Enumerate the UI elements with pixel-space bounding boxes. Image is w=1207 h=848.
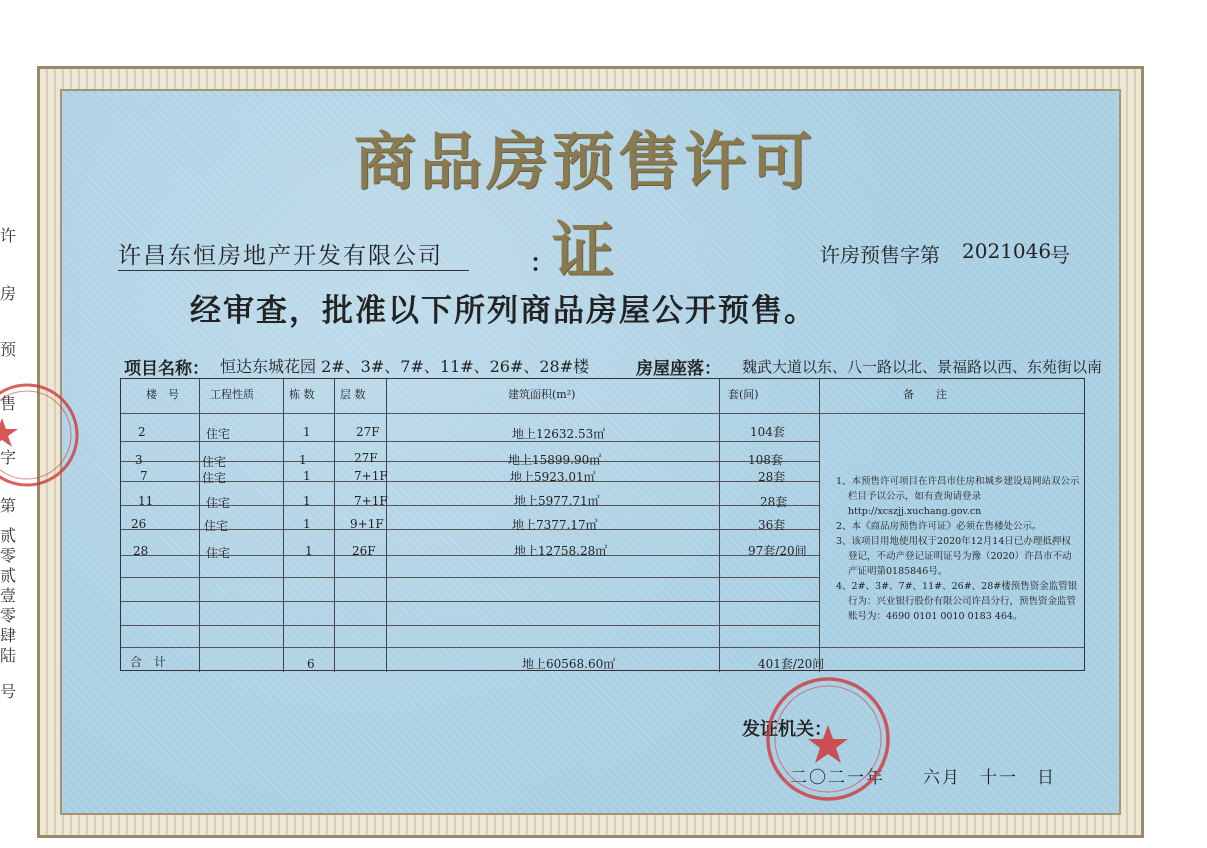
side-char: 许 [0, 226, 17, 245]
cell-building: 11 [138, 494, 154, 508]
table-divider [121, 577, 819, 578]
cell-building: 3 [135, 453, 143, 467]
cell-units: 28套 [758, 470, 786, 484]
side-char: 售 [0, 394, 17, 413]
certificate-title: 商品房预售许可证 [353, 125, 816, 287]
cell-nature: 住宅 [206, 546, 231, 560]
side-char: 零 [0, 606, 17, 625]
remark-item: 4、2#、3#、7#、11#、26#、28#楼预售资金监管银行为：兴业银行股份有限公司许昌分行，预售资金监管账号为：4690 0101 0010 0183 464。 [836, 581, 1078, 622]
header-nature: 工程性质 [210, 388, 254, 401]
issuer-label: 发证机关： [742, 719, 832, 740]
cell-count: 1 [303, 494, 311, 508]
approval-statement: 经审查，批准以下所列商品房屋公开预售。 [190, 293, 817, 329]
cell-building: 7 [140, 469, 148, 483]
remarks [836, 474, 1080, 624]
permit-suffix: 号 [1050, 243, 1070, 267]
cell-area: 地上5977.71㎡ [514, 494, 600, 508]
header-count: 栋 数 [289, 388, 315, 401]
cell-area: 地上12758.28㎡ [514, 544, 608, 558]
total-label: 合 计 [130, 655, 167, 669]
company-colon: ： [530, 248, 554, 277]
side-char: 肆 [0, 626, 17, 645]
side-char: 号 [0, 682, 17, 701]
cell-count: 1 [303, 425, 311, 439]
cell-floors: 9+1F [350, 517, 384, 531]
side-char: 零 [0, 546, 17, 565]
side-char: 第 [0, 496, 17, 515]
table-divider [121, 413, 1084, 414]
cell-area: 地上15899.90㎡ [508, 453, 602, 467]
cell-units: 108套 [748, 453, 783, 467]
permit-label: 许房预售字第 [820, 243, 940, 267]
table-divider [386, 379, 387, 672]
cell-count: 1 [305, 544, 313, 558]
cell-floors: 7+1F [354, 494, 388, 508]
total-units: 401套/20间 [758, 657, 825, 671]
cell-units: 97套/20间 [748, 544, 807, 558]
total-area: 地上60568.60㎡ [522, 657, 616, 671]
cell-area: 地上12632.53㎡ [512, 427, 606, 441]
table-divider [334, 379, 335, 672]
side-char: 字 [0, 448, 17, 467]
side-char: 陆 [0, 646, 17, 665]
cell-floors: 26F [352, 544, 376, 558]
header-floors: 层 数 [340, 388, 366, 401]
side-char: 房 [0, 284, 17, 303]
cell-area: 地上5923.01㎡ [510, 470, 596, 484]
cell-nature: 住宅 [202, 471, 227, 485]
red-official-seal-left [0, 380, 82, 490]
project-name: 恒达东城花园 2#、3#、7#、11#、26#、28#楼 [220, 357, 590, 376]
remark-item: 1、本预售许可项目在许昌市住房和城乡建设局网站双公示栏目予以公示，如有查询请登录http://xcszjj.xuchang.gov.cn [836, 476, 1080, 517]
remark-item: 3、该项目用地使用权于2020年12月14日已办理抵押权登记，不动产登记证明证号为豫（2020）许昌市不动产证明第0185846号。 [836, 536, 1072, 577]
side-char: 贰 [0, 566, 17, 585]
remark-item: 2、本《商品房预售许可证》必须在售楼处公示。 [836, 521, 1042, 532]
company-name: 许昌东恒房地产开发有限公司 [118, 237, 469, 271]
table-divider [121, 601, 819, 602]
cell-nature: 住宅 [206, 496, 231, 510]
cell-building: 28 [133, 544, 149, 558]
cell-nature: 住宅 [206, 427, 231, 441]
total-count: 6 [307, 657, 315, 671]
cell-area: 地上7377.17㎡ [512, 518, 598, 532]
cell-nature: 住宅 [204, 519, 229, 533]
cell-count: 1 [303, 469, 311, 483]
table-divider [719, 379, 720, 672]
cell-floors: 27F [356, 425, 380, 439]
project-label: 项目名称： [124, 359, 209, 379]
table-divider [121, 625, 819, 626]
table-divider [819, 379, 820, 672]
header-units: 套(间) [728, 388, 759, 401]
cell-floors: 7+1F [354, 469, 388, 483]
location-label: 房屋座落： [636, 359, 721, 379]
issue-date: 二〇二一年 六月 十一 日 [790, 768, 1056, 788]
cell-units: 104套 [750, 425, 785, 439]
location-value: 魏武大道以东、八一路以北、景福路以西、东苑街以南 [742, 358, 1103, 376]
cell-building: 26 [131, 517, 147, 531]
table-divider [199, 379, 200, 672]
permit-number: 2021046 [962, 239, 1052, 263]
header-notes: 备 注 [903, 388, 947, 401]
cell-units: 28套 [760, 495, 788, 509]
side-char: 贰 [0, 526, 17, 545]
table-divider [121, 647, 1084, 648]
cell-floors: 27F [354, 451, 378, 465]
cell-building: 2 [138, 425, 146, 439]
cell-count: 1 [299, 453, 307, 467]
table-divider [283, 379, 284, 672]
header-area: 建筑面积(m²) [508, 388, 576, 401]
cell-nature: 住宅 [202, 455, 227, 469]
side-char: 预 [0, 340, 17, 359]
side-char: 壹 [0, 586, 17, 605]
red-official-seal-issuer [762, 673, 894, 805]
cell-count: 1 [303, 517, 311, 531]
header-building: 楼 号 [146, 388, 179, 401]
cell-units: 36套 [758, 518, 786, 532]
